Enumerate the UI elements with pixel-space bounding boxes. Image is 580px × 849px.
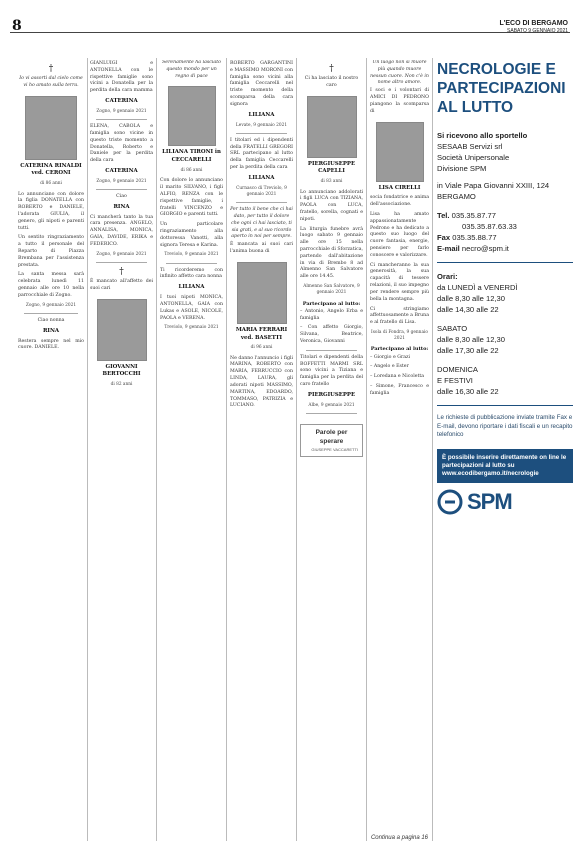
place-date: Levate, 9 gennaio 2021 — [235, 122, 288, 128]
notice-name: RINA — [42, 327, 60, 334]
hours-line: DOMENICA — [437, 365, 478, 374]
notice-name: CATERINA — [105, 98, 138, 105]
place-date: Treviolo, 9 gennaio 2021 — [164, 252, 219, 258]
divider — [166, 263, 217, 264]
page-header — [0, 0, 580, 50]
deceased-name: PIERGIUSEPPE CAPELLI — [307, 160, 356, 175]
announcement-text: Ne danno l'annuncio i figli MARINA, ROBERTO con MARIA, FERRUCCIO con LINDA, LAURA, gli adorati nipoti MASSIMO, MARTINA, EDOARDO, TOMMASO, PATRIZIA e LUCIANO. — [230, 355, 293, 409]
announcement-text: Lo annunciano addolorati i figli LUCA con TIZIANA, PAOLA con LUCA, fratello, sorella, cognati e nipoti. — [300, 189, 363, 222]
portrait-photo — [376, 122, 424, 182]
notice-text: I titolari ed i dipendenti della FRATELLI GREGORI SRL partecipano al lutto della famiglia Ceccarelli per la perdita della cara — [230, 137, 293, 170]
divider — [236, 202, 287, 203]
list-item: – Loredana e Nicoletta — [370, 374, 425, 380]
deceased-age: di 96 anni — [250, 345, 273, 351]
place-date: Albe, 9 gennaio 2021 — [308, 402, 355, 408]
list-item: – Con affetto Giorgio, Silvana, Beatrice, Veronica, Giovanni — [300, 325, 363, 344]
verse: Per tutto il bene che ci hai dato, per tutto il dolore che ogni ci hai lasciato, ti sia grati, e al suo ricordo aperto in noi per sempre. — [230, 207, 293, 240]
info-sidebar — [437, 60, 573, 515]
obituary-column-1 — [18, 60, 84, 843]
notice-name: LILIANA — [248, 174, 275, 181]
portrait-photo — [307, 96, 357, 158]
caption: Ciao nonna — [37, 317, 65, 323]
divider — [96, 119, 147, 120]
deceased-name: MARIA FERRARI ved. BASETTI — [235, 326, 288, 341]
thanks-text: Un particolare ringraziamento alla dottoressa Vanotti, alla signora Teresa e Karina. — [160, 222, 223, 248]
divider — [306, 350, 357, 351]
tel-number[interactable]: 035.35.87.77 — [451, 211, 496, 220]
portrait-photo — [237, 262, 287, 324]
notice-text: Restera sempre nel mio cuore. DANIELE. — [18, 338, 84, 351]
tel-number-2[interactable]: 035.35.87.63.33 — [462, 222, 517, 231]
notice-text: Ti ricorderemo con infinito affetto cara nonna — [160, 267, 223, 280]
notice-name: RINA — [113, 203, 130, 210]
caption: Partecipano al lutto: — [302, 300, 361, 307]
online-submission-box[interactable]: È possibile inserire direttamente on line le partecipazioni al lutto su www.ecodibergamo.it/necrologie — [437, 449, 573, 483]
sidebar-line: SESAAB Servizi srl — [437, 142, 503, 151]
announcement-text: Lo annunciano con dolore la figlia DONATELLA con ROBERTO e DANIELE, l'adorata GIULIA, il genero, gli nipoti e parenti tutti. — [18, 191, 84, 231]
hours-line: dalle 8,30 alle 12,30 — [437, 294, 505, 303]
divider — [24, 313, 78, 314]
list-item: – Simone, Francesco e famiglia — [370, 384, 429, 396]
office-address — [437, 130, 573, 202]
obituary-column-6 — [370, 60, 429, 843]
list-item: – Angelo e Ester — [370, 364, 409, 370]
notice-text: Titolari e dipendenti della BOFFETTI MARMI SRL sono vicini a Tiziana e famiglia per la perdita del caro fratello — [300, 354, 363, 388]
spm-logo-text: SPM — [467, 488, 512, 514]
column-divider — [432, 58, 433, 841]
sidebar-line: Divisione SPM — [437, 164, 487, 173]
spm-logo-icon — [437, 489, 467, 515]
poem-author: GIUSEPPE VACCARETTI — [311, 446, 358, 452]
verse: Un luogo non si muore più quando muore nessun cuore. Non c'è in nome altro amore. — [370, 60, 429, 86]
deceased-age: di 82 anni — [110, 382, 133, 388]
tel-label: Tel. — [437, 211, 450, 220]
list-item: – Giorgio e Grazi — [370, 354, 410, 360]
obituary-column-5 — [300, 60, 363, 843]
portrait-photo — [25, 96, 77, 160]
place-date: Zogno, 9 gennaio 2021 — [96, 251, 147, 257]
divider — [236, 133, 287, 134]
contacts — [437, 210, 573, 254]
opening-hours — [437, 271, 573, 397]
place-date: Zogno, 9 gennaio 2021 — [25, 302, 77, 308]
masthead-title: L'ECO DI BERGAMO — [499, 20, 568, 27]
notice-text: Ci mancherà tanto la tua cara presenza. ANGELO, ANNALISA, MONICA, GAIA, DAVIDE, ERIKA e FEDERICO. — [90, 214, 153, 247]
hours-line: dalle 8,30 alle 12,30 — [437, 335, 505, 344]
notice-text: ROBERTO GARGANTINI e MASSIMO MORONI con famiglia sono vicini alla famiglia Ceccarelli nel triste momento della scomparsa della cara signora — [230, 61, 293, 107]
announcement-text: Con dolore lo annunciano il marito SILVANO, i figli ALFIO, RENZA con le rispettive famiglie, i fratelli VINCENZO e GIORGIO e parenti tutti. — [160, 178, 223, 218]
column-divider — [87, 58, 88, 841]
deceased-name: LISA CIRELLI — [378, 184, 421, 191]
divider — [437, 262, 573, 263]
verse: Serenamente ha lasciato questo mondo per un regno di pace — [162, 60, 221, 79]
cross-icon: † — [329, 64, 334, 74]
deceased-age: di 86 anni — [180, 168, 203, 174]
sidebar-line: BERGAMO — [437, 192, 476, 201]
obituary-column-3 — [160, 60, 223, 843]
fax-label: Fax — [437, 233, 451, 242]
divider — [437, 405, 573, 406]
header-rule — [10, 32, 570, 33]
notice-name: LILIANA — [248, 111, 275, 118]
masthead-date: SABATO 9 GENNAIO 2021 — [507, 28, 568, 34]
sidebar-title: NECROLOGIE E PARTECIPAZIONI AL LUTTO — [437, 61, 566, 116]
hours-line: da LUNEDÌ a VENERDÌ — [437, 283, 518, 292]
sidebar-line: Si ricevono allo sportello — [437, 131, 528, 140]
service-text: La liturgia funebre avrà luogo sabato 9 gennaio alle ore 15 nella parrocchiale di Sforzatica, partendo dall'abitazione in via di Brembo 8 ad Almenno San Salvatore alle ore 14.45. — [300, 226, 363, 280]
hours-line: E FESTIVI — [437, 376, 473, 385]
divider — [96, 262, 147, 263]
obituary-column-2 — [90, 60, 153, 843]
notice-text: È mancata ai suoi cari l'anima buona di — [230, 242, 293, 254]
caption: Partecipano al lutto: — [370, 346, 429, 353]
submission-note: Le richieste di pubblicazione inviate tramite Fax e E-mail, devono riportare i dati fiscali e un recapito telefonico — [437, 414, 573, 439]
notice-text: I tuoi nipoti MONICA, ANTONELLA, GAIA con Lukas e ASOLE, NICOLE, PAOLA e VERENA. — [160, 295, 223, 321]
hours-line: dalle 14,30 alle 22 — [437, 305, 499, 314]
poem-title: Parole per sperare — [315, 428, 348, 446]
portrait-photo — [168, 86, 216, 146]
notice-name: CATERINA — [105, 167, 138, 174]
place-date: Zogno, 9 gennaio 2021 — [96, 108, 147, 114]
place-date: Isola di Fondra, 9 gennaio 2021 — [371, 329, 428, 342]
email-label: E-mail — [437, 244, 460, 253]
caption: Ciao — [116, 194, 127, 200]
hours-line: SABATO — [437, 324, 468, 333]
hours-title: Orari: — [437, 272, 458, 281]
notice-text: I soci e i volontari di AMICI DI PEDRONO piangono la scomparsa di — [370, 88, 429, 114]
divider — [306, 413, 357, 414]
sidebar-line: Società Unipersonale — [437, 153, 510, 162]
sidebar-line: in Viale Papa Giovanni XXIII, 124 — [437, 181, 550, 190]
notice-text: È mancato all'affetto dei suoi cari — [90, 278, 153, 291]
verse: Ci ha lasciato il nostro caro — [304, 76, 359, 88]
place-date: Zogno, 9 gennaio 2021 — [96, 178, 147, 184]
fax-number[interactable]: 035.35.88.77 — [452, 233, 497, 242]
notice-text: socia fondatrice e anima dell'associazione. — [370, 195, 429, 208]
deceased-name: LILIANA TIRONI in CECCARELLI — [162, 149, 221, 164]
thanks-text: Un sentito ringraziamento a tutto il personale del Reparto di Piazza Brembana per l'assistenza prestata. — [18, 235, 84, 268]
place-date: Almenno San Salvatore, 9 gennaio 2021 — [303, 284, 360, 296]
column-divider — [156, 58, 157, 841]
deceased-name: CATERINA RINALDI ved. CERONI — [20, 162, 82, 177]
place-date: Curnasco di Treviolo, 9 gennaio 2021 — [236, 185, 287, 197]
deceased-age: di 83 anni — [320, 179, 343, 185]
notice-name: LILIANA — [178, 284, 205, 291]
poem-box — [300, 424, 363, 457]
list-item: – Antonio, Angelo Erba e famiglia — [300, 308, 363, 321]
email-link[interactable]: necro@spm.it — [461, 244, 509, 253]
notice-text: Lisa ha amato appassionatamente Pedrono e ha dedicato a questo suo luogo del cuore fantasia, energie, pensiero per farlo conoscere e valorizzare. — [370, 211, 429, 258]
verse: Io vi assorti dal cielo come vi ho amato sulla terra. — [19, 76, 83, 88]
service-text: La santa messa sarà celebrata lunedì 11 gennaio alle ore 10 nella parrocchiale di Zogno. — [18, 272, 84, 298]
place-date: Treviolo, 9 gennaio 2021 — [164, 325, 219, 331]
column-divider — [296, 58, 297, 841]
deceased-age: di 86 anni — [40, 181, 62, 187]
spm-logo — [437, 489, 573, 515]
column-divider — [226, 58, 227, 841]
cross-icon: † — [119, 266, 124, 277]
notice-text: Ci mancheranno la sua generosità, la sua capacità di tessere relazioni, il suo impegno per rendere sempre più bella la montagna. — [370, 262, 429, 302]
page-number: 8 — [12, 18, 22, 34]
notice-name: PIERGIUSEPPE — [307, 391, 356, 398]
hours-line: dalle 17,30 alle 22 — [437, 346, 499, 355]
divider — [96, 189, 147, 190]
obituary-column-4 — [230, 60, 293, 843]
notice-text: Ci stringiamo affettuosamente a Bruna e al fratello di Lisa. — [370, 306, 429, 326]
notice-text: GIANLUIGI e ANTONELLA con le rispettive famiglie sono vicini a Donatella per la perdita della cara mamma — [90, 61, 153, 94]
hours-line: dalle 16,30 alle 22 — [437, 387, 499, 396]
continue-note: Continua a pagina 16 — [370, 835, 428, 841]
notice-text: ELENA, CABOLA e famiglia sono vicine in questo triste momento a Donatella, Roberto e Daniele per la perdita della cara — [90, 124, 153, 164]
cross-icon: † — [48, 64, 54, 74]
column-divider — [366, 58, 367, 841]
portrait-photo — [97, 299, 147, 361]
deceased-name: GIOVANNI BERTOCCHI — [102, 363, 141, 378]
